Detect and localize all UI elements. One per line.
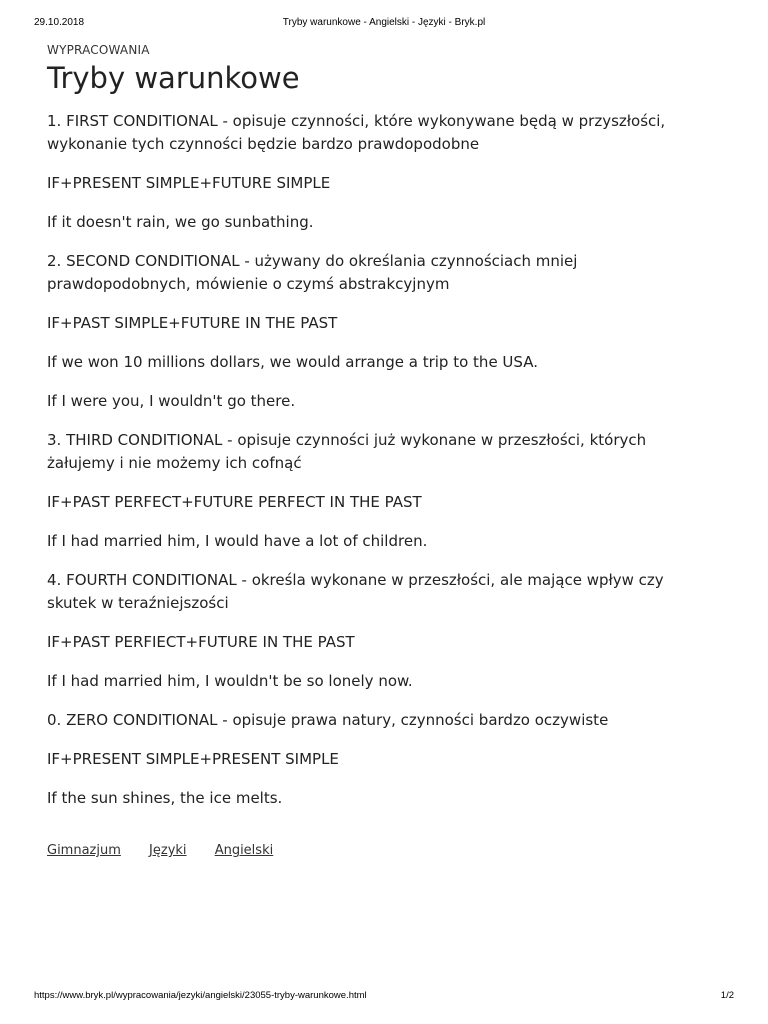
paragraph-first-conditional: 1. FIRST CONDITIONAL - opisuje czynności, które wykonywane będą w przyszłości, wykonanie tych czynności będzie bardzo prawdopodobne <box>47 112 666 153</box>
article-category: WYPRACOWANIA <box>47 43 150 57</box>
example-second-conditional-2: If I were you, I wouldn't go there. <box>47 392 296 410</box>
page-title: Tryby warunkowe <box>47 61 300 95</box>
paragraph-fourth-conditional: 4. FOURTH CONDITIONAL - określa wykonane w przeszłości, ale mające wpływ czy skutek w teraźniejszości <box>47 571 664 612</box>
paragraph-third-conditional: 3. THIRD CONDITIONAL - opisuje czynności już wykonane w przeszłości, których żałujemy i nie możemy ich cofnąć <box>47 431 647 472</box>
print-document-title: Tryby warunkowe - Angielski - Języki - Bryk.pl <box>282 17 486 28</box>
formula-zero-conditional: IF+PRESENT SIMPLE+PRESENT SIMPLE <box>47 750 339 768</box>
print-footer <box>34 990 734 1004</box>
tag-link-angielski[interactable]: Angielski <box>214 843 274 858</box>
formula-fourth-conditional: IF+PAST PERFIECT+FUTURE IN THE PAST <box>47 633 355 651</box>
example-first-conditional: If it doesn't rain, we go sunbathing. <box>47 213 314 231</box>
tag-list <box>47 842 707 860</box>
example-fourth-conditional: If I had married him, I wouldn't be so lonely now. <box>47 672 413 690</box>
print-date: 29.10.2018 <box>34 17 85 28</box>
tag-link-gimnazjum[interactable]: Gimnazjum <box>47 843 121 858</box>
formula-second-conditional: IF+PAST SIMPLE+FUTURE IN THE PAST <box>47 314 338 332</box>
tag-link-jezyki[interactable]: Języki <box>149 843 187 858</box>
example-third-conditional: If I had married him, I would have a lot of children. <box>47 532 428 550</box>
print-url: https://www.bryk.pl/wypracowania/jezyki/angielski/23055-tryby-warunkowe.html <box>34 990 367 1001</box>
formula-third-conditional: IF+PAST PERFECT+FUTURE PERFECT IN THE PAST <box>47 493 422 511</box>
paragraph-zero-conditional: 0. ZERO CONDITIONAL - opisuje prawa natury, czynności bardzo oczywiste <box>47 711 609 729</box>
example-zero-conditional: If the sun shines, the ice melts. <box>47 789 283 807</box>
paragraph-second-conditional: 2. SECOND CONDITIONAL - używany do określania czynnościach mniej prawdopodobnych, mówienie o czymś abstrakcyjnym <box>47 252 578 293</box>
print-header <box>34 17 734 31</box>
example-second-conditional-1: If we won 10 millions dollars, we would arrange a trip to the USA. <box>47 353 538 371</box>
page-number: 1/2 <box>720 990 734 1001</box>
article <box>47 42 707 860</box>
formula-first-conditional: IF+PRESENT SIMPLE+FUTURE SIMPLE <box>47 174 331 192</box>
